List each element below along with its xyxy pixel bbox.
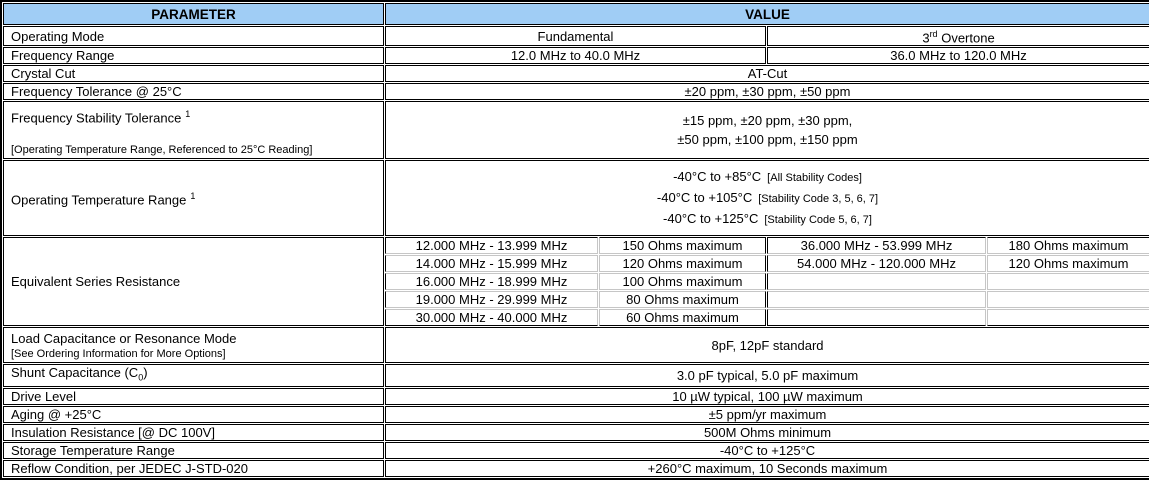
esr-ohm-cell: 150 Ohms maximum [599, 237, 766, 254]
param-reflow-condition: Reflow Condition, per JEDEC J-STD-020 [3, 460, 384, 477]
row-drive-level [3, 388, 1149, 405]
esr-ohm-cell [987, 309, 1149, 326]
header-value: VALUE [385, 3, 1149, 25]
value-storage-temperature: -40°C to +125°C [385, 442, 1149, 459]
value-frequency-range-overtone: 36.0 MHz to 120.0 MHz [767, 47, 1149, 64]
c0-subscript: 0 [138, 372, 144, 383]
param-frequency-range: Frequency Range [3, 47, 384, 64]
value-frequency-tolerance: ±20 ppm, ±30 ppm, ±50 ppm [385, 83, 1149, 100]
value-frequency-range-fundamental: 12.0 MHz to 40.0 MHz [385, 47, 766, 64]
esr-freq-cell [767, 309, 986, 326]
value-operating-mode-fundamental: Fundamental [385, 26, 766, 46]
row-reflow-condition [3, 460, 1149, 477]
esr-freq-cell: 16.000 MHz - 18.999 MHz [385, 273, 598, 290]
esr-freq-cell: 30.000 MHz - 40.000 MHz [385, 309, 598, 326]
esr-freq-cell [767, 273, 986, 290]
param-operating-temperature: Operating Temperature Range $^1$ [3, 160, 384, 236]
row-storage-temperature [3, 442, 1149, 459]
value-drive-level: 10 µW typical, 100 µW maximum [385, 388, 1149, 405]
overtone-ordinal-sup: rd [929, 29, 938, 39]
value-reflow-condition: +260°C maximum, 10 Seconds maximum [385, 460, 1149, 477]
esr-ohm-cell: 120 Ohms maximum [987, 255, 1149, 272]
row-frequency-tolerance [3, 83, 1149, 100]
param-frequency-stability [3, 101, 384, 159]
footnote-1-sup: 1 [190, 191, 196, 202]
esr-ohm-cell [987, 273, 1149, 290]
esr-freq-cell: 14.000 MHz - 15.999 MHz [385, 255, 598, 272]
esr-ohm-cell: 60 Ohms maximum [599, 309, 766, 326]
op-temp-note: [All Stability Codes] [767, 171, 862, 184]
param-load-capacitance [3, 327, 384, 363]
value-shunt-capacitance: 3.0 pF typical, 5.0 pF maximum [385, 364, 1149, 387]
esr-ohm-cell: 120 Ohms maximum [599, 255, 766, 272]
frequency-stability-note: [Operating Temperature Range, Referenced to 25°C Reading] [11, 143, 313, 156]
row-crystal-cut [3, 65, 1149, 82]
row-load-capacitance [3, 327, 1149, 363]
overtone-word: Overtone [941, 30, 995, 46]
row-operating-mode [3, 26, 1149, 46]
param-crystal-cut: Crystal Cut [3, 65, 384, 82]
row-frequency-stability [3, 101, 1149, 159]
row-operating-temperature [3, 160, 1149, 236]
overtone-number: 3 [922, 30, 930, 46]
header-parameter: PARAMETER [3, 3, 384, 25]
param-frequency-tolerance: Frequency Tolerance @ 25°C [3, 83, 384, 100]
op-temp-line: -40°C to +85°C [All Stability Codes] [673, 168, 862, 184]
value-operating-mode-overtone [767, 26, 1149, 46]
footnote-1-sup: 1 [185, 109, 191, 120]
value-crystal-cut: AT-Cut [385, 65, 1149, 82]
esr-ohm-cell: 80 Ohms maximum [599, 291, 766, 308]
param-insulation-resistance: Insulation Resistance [@ DC 100V] [3, 424, 384, 441]
param-storage-temperature: Storage Temperature Range [3, 442, 384, 459]
row-aging [3, 406, 1149, 423]
stability-values-line1: ±15 ppm, ±20 ppm, ±30 ppm, [682, 113, 853, 129]
row-frequency-range [3, 47, 1149, 64]
stability-values-line2: ±50 ppm, ±100 ppm, ±150 ppm [677, 132, 858, 148]
op-temp-line: -40°C to +105°C [Stability Code 3, 5, 6, 7] [656, 189, 879, 205]
frequency-stability-values [390, 111, 1145, 149]
load-capacitance-note: [See Ordering Information for More Options] [11, 347, 226, 360]
header-row [3, 3, 1149, 25]
param-operating-mode: Operating Mode [3, 26, 384, 46]
esr-freq-cell: 19.000 MHz - 29.999 MHz [385, 291, 598, 308]
load-capacitance-label: Load Capacitance or Resonance Mode [11, 330, 237, 346]
row-esr-1 [3, 237, 1149, 254]
esr-freq-cell: 12.000 MHz - 13.999 MHz [385, 237, 598, 254]
row-insulation-resistance [3, 424, 1149, 441]
operating-temperature-values [390, 167, 1145, 230]
op-temp-note: [Stability Code 3, 5, 6, 7] [758, 192, 879, 205]
value-insulation-resistance: 500M Ohms minimum [385, 424, 1149, 441]
esr-ohm-cell: 100 Ohms maximum [599, 273, 766, 290]
esr-freq-cell [767, 291, 986, 308]
param-shunt-capacitance: Shunt Capacitance $(C_0)$ [3, 364, 384, 387]
param-aging: Aging @ +25°C [3, 406, 384, 423]
value-frequency-stability [385, 101, 1149, 159]
esr-freq-cell: 54.000 MHz - 120.000 MHz [767, 255, 986, 272]
value-operating-temperature [385, 160, 1149, 236]
esr-freq-cell: 36.000 MHz - 53.999 MHz [767, 237, 986, 254]
param-drive-level: Drive Level [3, 388, 384, 405]
esr-ohm-cell [987, 291, 1149, 308]
param-esr: Equivalent Series Resistance [3, 237, 384, 326]
value-aging: ±5 ppm/yr maximum [385, 406, 1149, 423]
op-temp-line: -40°C to +125°C [Stability Code 5, 6, 7] [663, 210, 872, 226]
op-temp-note: [Stability Code 5, 6, 7] [764, 213, 872, 226]
value-load-capacitance: 8pF, 12pF standard [385, 327, 1149, 363]
row-shunt-capacitance [3, 364, 1149, 387]
frequency-stability-label: Frequency Stability Tolerance $^1$ [11, 109, 191, 126]
esr-ohm-cell: 180 Ohms maximum [987, 237, 1149, 254]
